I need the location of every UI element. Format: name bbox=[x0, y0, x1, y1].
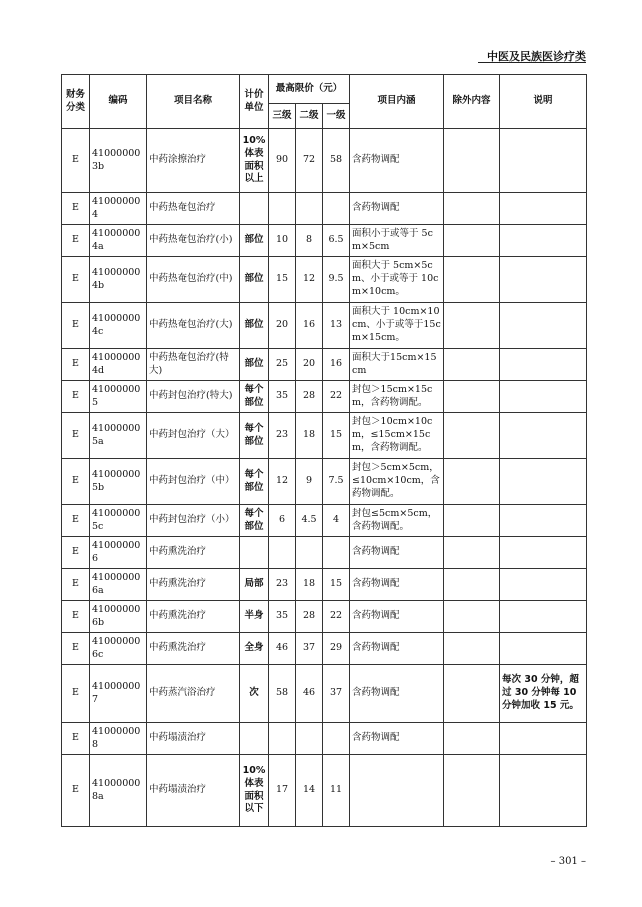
row-exclusion bbox=[444, 193, 500, 225]
row-price-level1: 6.5 bbox=[323, 225, 350, 257]
header-price-group: 最高限价（元） bbox=[269, 75, 350, 104]
row-name: 中药热奄包治疗(小) bbox=[147, 225, 240, 257]
row-exclusion bbox=[444, 129, 500, 193]
row-unit: 次 bbox=[240, 665, 269, 723]
row-category: E bbox=[62, 257, 90, 303]
row-category: E bbox=[62, 193, 90, 225]
row-note: 每次 30 分钟，超过 30 分钟每 10 分钟加收 15 元。 bbox=[500, 665, 587, 723]
row-category: E bbox=[62, 505, 90, 537]
header-code: 编码 bbox=[90, 75, 147, 129]
row-exclusion bbox=[444, 537, 500, 569]
row-note bbox=[500, 225, 587, 257]
row-price-level1: 58 bbox=[323, 129, 350, 193]
row-exclusion bbox=[444, 413, 500, 459]
row-code: 410000006a bbox=[90, 569, 147, 601]
table-row bbox=[62, 537, 587, 569]
row-price-level1: 29 bbox=[323, 633, 350, 665]
row-unit: 10%体表面积以下 bbox=[240, 755, 269, 827]
row-exclusion bbox=[444, 755, 500, 827]
row-exclusion bbox=[444, 225, 500, 257]
row-price-level1: 9.5 bbox=[323, 257, 350, 303]
row-name: 中药蒸汽浴治疗 bbox=[147, 665, 240, 723]
fee-table bbox=[61, 74, 587, 827]
row-note bbox=[500, 537, 587, 569]
header-note: 说明 bbox=[500, 75, 587, 129]
table-row bbox=[62, 381, 587, 413]
row-price-level1 bbox=[323, 537, 350, 569]
row-price-level1: 15 bbox=[323, 413, 350, 459]
row-note bbox=[500, 723, 587, 755]
row-unit: 每个部位 bbox=[240, 459, 269, 505]
row-category: E bbox=[62, 129, 90, 193]
row-note bbox=[500, 569, 587, 601]
row-price-level2: 28 bbox=[296, 381, 323, 413]
row-content: 含药物调配 bbox=[350, 129, 444, 193]
row-category: E bbox=[62, 303, 90, 349]
row-category: E bbox=[62, 413, 90, 459]
row-name: 中药熏洗治疗 bbox=[147, 601, 240, 633]
row-category: E bbox=[62, 665, 90, 723]
row-price-level1: 16 bbox=[323, 349, 350, 381]
row-category: E bbox=[62, 601, 90, 633]
row-exclusion bbox=[444, 505, 500, 537]
row-unit bbox=[240, 537, 269, 569]
row-unit: 部位 bbox=[240, 349, 269, 381]
table-row bbox=[62, 303, 587, 349]
row-price-level1: 22 bbox=[323, 601, 350, 633]
row-price-level3: 12 bbox=[269, 459, 296, 505]
row-price-level3: 58 bbox=[269, 665, 296, 723]
row-note bbox=[500, 257, 587, 303]
row-code: 410000005c bbox=[90, 505, 147, 537]
row-price-level2: 16 bbox=[296, 303, 323, 349]
row-price-level1: 4 bbox=[323, 505, 350, 537]
row-name: 中药热奄包治疗(中) bbox=[147, 257, 240, 303]
row-unit: 部位 bbox=[240, 257, 269, 303]
header-level1: 一级 bbox=[323, 104, 350, 129]
row-code: 410000007 bbox=[90, 665, 147, 723]
row-code: 410000006c bbox=[90, 633, 147, 665]
row-category: E bbox=[62, 755, 90, 827]
row-price-level3: 6 bbox=[269, 505, 296, 537]
row-category: E bbox=[62, 723, 90, 755]
header-exclusion: 除外内容 bbox=[444, 75, 500, 129]
row-unit: 每个部位 bbox=[240, 413, 269, 459]
row-exclusion bbox=[444, 459, 500, 505]
row-name: 中药封包治疗（大） bbox=[147, 413, 240, 459]
row-name: 中药塌渍治疗 bbox=[147, 755, 240, 827]
header-level3: 三级 bbox=[269, 104, 296, 129]
header-rule bbox=[478, 62, 586, 63]
row-name: 中药热奄包治疗(特大) bbox=[147, 349, 240, 381]
row-category: E bbox=[62, 349, 90, 381]
row-category: E bbox=[62, 569, 90, 601]
row-unit bbox=[240, 193, 269, 225]
row-unit bbox=[240, 723, 269, 755]
row-content: 面积大于15cm×15cm bbox=[350, 349, 444, 381]
row-price-level2: 28 bbox=[296, 601, 323, 633]
page-header-title: 中医及民族医诊疗类 bbox=[487, 50, 586, 63]
row-note bbox=[500, 601, 587, 633]
row-unit: 部位 bbox=[240, 225, 269, 257]
row-content: 面积小于或等于 5cm×5cm bbox=[350, 225, 444, 257]
row-name: 中药热奄包治疗 bbox=[147, 193, 240, 225]
row-content: 含药物调配 bbox=[350, 569, 444, 601]
row-code: 410000004a bbox=[90, 225, 147, 257]
table-row bbox=[62, 349, 587, 381]
row-note bbox=[500, 633, 587, 665]
row-exclusion bbox=[444, 633, 500, 665]
page-number: – 301 – bbox=[550, 856, 586, 867]
table-row bbox=[62, 633, 587, 665]
row-note bbox=[500, 349, 587, 381]
row-price-level3: 25 bbox=[269, 349, 296, 381]
table-row bbox=[62, 257, 587, 303]
row-unit: 每个部位 bbox=[240, 505, 269, 537]
row-price-level3 bbox=[269, 723, 296, 755]
table-row bbox=[62, 665, 587, 723]
row-price-level3: 35 bbox=[269, 601, 296, 633]
row-exclusion bbox=[444, 257, 500, 303]
row-price-level3: 35 bbox=[269, 381, 296, 413]
row-unit: 局部 bbox=[240, 569, 269, 601]
row-price-level2: 18 bbox=[296, 413, 323, 459]
row-code: 410000003b bbox=[90, 129, 147, 193]
row-price-level1: 7.5 bbox=[323, 459, 350, 505]
row-price-level3: 10 bbox=[269, 225, 296, 257]
row-name: 中药涂擦治疗 bbox=[147, 129, 240, 193]
row-code: 410000005a bbox=[90, 413, 147, 459]
row-price-level1: 11 bbox=[323, 755, 350, 827]
row-exclusion bbox=[444, 381, 500, 413]
row-price-level1 bbox=[323, 193, 350, 225]
row-price-level1: 15 bbox=[323, 569, 350, 601]
row-unit: 全身 bbox=[240, 633, 269, 665]
row-note bbox=[500, 459, 587, 505]
row-content: 封包≤5cm×5cm，含药物调配。 bbox=[350, 505, 444, 537]
row-price-level3 bbox=[269, 193, 296, 225]
row-price-level2 bbox=[296, 537, 323, 569]
row-name: 中药封包治疗（小） bbox=[147, 505, 240, 537]
row-price-level2: 18 bbox=[296, 569, 323, 601]
row-name: 中药熏洗治疗 bbox=[147, 537, 240, 569]
row-note bbox=[500, 303, 587, 349]
row-content: 封包＞10cm×10cm，≤15cm×15cm，含药物调配。 bbox=[350, 413, 444, 459]
row-name: 中药封包治疗（中） bbox=[147, 459, 240, 505]
row-price-level2 bbox=[296, 193, 323, 225]
row-price-level3: 90 bbox=[269, 129, 296, 193]
row-price-level3: 23 bbox=[269, 569, 296, 601]
row-note bbox=[500, 129, 587, 193]
row-exclusion bbox=[444, 303, 500, 349]
row-code: 410000004c bbox=[90, 303, 147, 349]
row-name: 中药封包治疗(特大) bbox=[147, 381, 240, 413]
row-name: 中药塌渍治疗 bbox=[147, 723, 240, 755]
row-category: E bbox=[62, 225, 90, 257]
row-name: 中药热奄包治疗(大) bbox=[147, 303, 240, 349]
table-row bbox=[62, 413, 587, 459]
row-unit: 10%体表面积以上 bbox=[240, 129, 269, 193]
row-exclusion bbox=[444, 349, 500, 381]
row-content bbox=[350, 755, 444, 827]
row-code: 410000004d bbox=[90, 349, 147, 381]
row-code: 410000008 bbox=[90, 723, 147, 755]
row-price-level3: 17 bbox=[269, 755, 296, 827]
row-code: 410000005 bbox=[90, 381, 147, 413]
row-name: 中药熏洗治疗 bbox=[147, 569, 240, 601]
row-exclusion bbox=[444, 665, 500, 723]
row-content: 含药物调配 bbox=[350, 723, 444, 755]
row-price-level3: 20 bbox=[269, 303, 296, 349]
row-content: 含药物调配 bbox=[350, 601, 444, 633]
row-unit: 每个部位 bbox=[240, 381, 269, 413]
row-exclusion bbox=[444, 569, 500, 601]
row-exclusion bbox=[444, 723, 500, 755]
row-price-level2: 72 bbox=[296, 129, 323, 193]
row-content: 封包＞5cm×5cm，≤10cm×10cm，含药物调配。 bbox=[350, 459, 444, 505]
row-price-level2: 37 bbox=[296, 633, 323, 665]
row-category: E bbox=[62, 633, 90, 665]
row-category: E bbox=[62, 381, 90, 413]
row-price-level2: 12 bbox=[296, 257, 323, 303]
row-price-level2: 14 bbox=[296, 755, 323, 827]
row-content: 面积大于 5cm×5cm、小于或等于 10cm×10cm。 bbox=[350, 257, 444, 303]
row-note bbox=[500, 193, 587, 225]
table-row bbox=[62, 225, 587, 257]
row-content: 含药物调配 bbox=[350, 537, 444, 569]
table-row bbox=[62, 459, 587, 505]
header-level2: 二级 bbox=[296, 104, 323, 129]
row-content: 封包＞15cm×15cm，含药物调配。 bbox=[350, 381, 444, 413]
row-price-level1: 37 bbox=[323, 665, 350, 723]
row-price-level3 bbox=[269, 537, 296, 569]
table-row bbox=[62, 601, 587, 633]
row-code: 410000008a bbox=[90, 755, 147, 827]
row-note bbox=[500, 755, 587, 827]
row-unit: 部位 bbox=[240, 303, 269, 349]
row-price-level1 bbox=[323, 723, 350, 755]
row-note bbox=[500, 505, 587, 537]
row-code: 410000004 bbox=[90, 193, 147, 225]
row-content: 含药物调配 bbox=[350, 193, 444, 225]
row-price-level2: 46 bbox=[296, 665, 323, 723]
table-row bbox=[62, 505, 587, 537]
table-row bbox=[62, 569, 587, 601]
row-price-level2: 8 bbox=[296, 225, 323, 257]
table-row bbox=[62, 129, 587, 193]
header-unit: 计价单位 bbox=[240, 75, 269, 129]
table-row bbox=[62, 723, 587, 755]
row-content: 含药物调配 bbox=[350, 665, 444, 723]
row-price-level2 bbox=[296, 723, 323, 755]
row-code: 410000005b bbox=[90, 459, 147, 505]
row-code: 410000006 bbox=[90, 537, 147, 569]
row-price-level2: 9 bbox=[296, 459, 323, 505]
table-row bbox=[62, 193, 587, 225]
row-price-level2: 20 bbox=[296, 349, 323, 381]
row-note bbox=[500, 413, 587, 459]
table-row bbox=[62, 755, 587, 827]
row-name: 中药熏洗治疗 bbox=[147, 633, 240, 665]
row-content: 面积大于 10cm×10cm、小于或等于15cm×15cm。 bbox=[350, 303, 444, 349]
header-name: 项目名称 bbox=[147, 75, 240, 129]
row-price-level1: 13 bbox=[323, 303, 350, 349]
row-unit: 半身 bbox=[240, 601, 269, 633]
row-price-level3: 23 bbox=[269, 413, 296, 459]
row-price-level3: 46 bbox=[269, 633, 296, 665]
row-exclusion bbox=[444, 601, 500, 633]
row-content: 含药物调配 bbox=[350, 633, 444, 665]
row-note bbox=[500, 381, 587, 413]
row-code: 410000004b bbox=[90, 257, 147, 303]
header-content: 项目内涵 bbox=[350, 75, 444, 129]
row-category: E bbox=[62, 537, 90, 569]
row-code: 410000006b bbox=[90, 601, 147, 633]
row-category: E bbox=[62, 459, 90, 505]
row-price-level1: 22 bbox=[323, 381, 350, 413]
header-category: 财务分类 bbox=[62, 75, 90, 129]
row-price-level2: 4.5 bbox=[296, 505, 323, 537]
row-price-level3: 15 bbox=[269, 257, 296, 303]
